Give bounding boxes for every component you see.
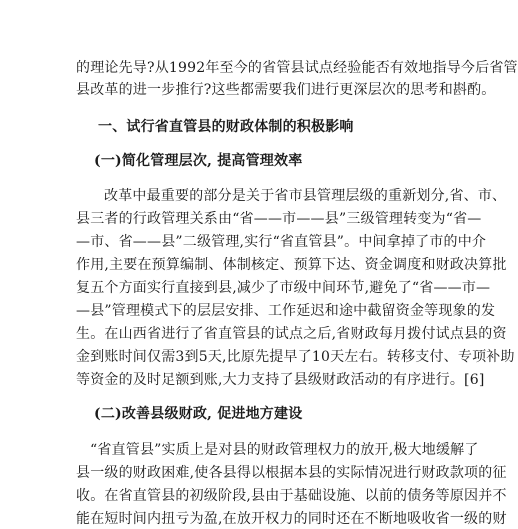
- intro-line-2: 县改革的进一步推行?这些都需要我们进行更深层次的思考和斟酌。: [76, 82, 496, 98]
- paragraph-1-line-4: 作用,主要在预算编制、体制核定、预算下达、资金调度和财政决算批: [76, 257, 507, 273]
- subsection-2-heading: (二)改善县级财政, 促进地方建设: [94, 406, 303, 422]
- paragraph-2-line-4: 能在短时间内扭亏为盈,在放开权力的同时还在不断地吸收省一级的财: [76, 511, 507, 527]
- paragraph-1-line-7: 生。在山西省进行了省直管县的试点之后,省财政每月拨付试点县的资: [76, 326, 507, 342]
- subsection-1-heading: (一)简化管理层次, 提高管理效率: [94, 153, 303, 169]
- section-heading: 一、试行省直管县的财政体制的积极影响: [98, 119, 354, 135]
- paragraph-2-line-2: 县一级的财政困难,使各县得以根据本县的实际情况进行财政款项的征: [76, 465, 507, 481]
- intro-line-1: 的理论先导?从1992年至今的省管县试点经验能否有效地指导今后省管: [76, 60, 518, 76]
- paragraph-2-line-1: “省直管县”实质上是对县的财政管理权力的放开,极大地缓解了: [90, 442, 479, 458]
- paragraph-2-line-3: 收。在省直管县的初级阶段,县由于基础设施、以前的债务等原因并不: [76, 488, 507, 504]
- paragraph-1-line-8: 金到账时间仅需3到5天,比原先提早了10天左右。转移支付、专项补助: [76, 349, 515, 365]
- paragraph-1-line-5: 复五个方面实行直接到县,减少了市级中间环节,避免了“省——市—: [76, 280, 491, 296]
- paragraph-1-line-3: —市、省——县”二级管理,实行“省直管县”。中间拿掉了市的中介: [76, 234, 487, 250]
- paragraph-1-line-2: 县三者的行政管理关系由“省——市——县”三级管理转变为“省—: [76, 211, 482, 227]
- paragraph-1-line-9: 等资金的及时足额到账,大力支持了县级财政活动的有序进行。[6]: [76, 372, 485, 388]
- paragraph-1-line-1: 改革中最重要的部分是关于省市县管理层级的重新划分,省、市、: [104, 188, 507, 204]
- paragraph-1-line-6: —县”管理模式下的层层安排、工作延迟和途中截留资金等现象的发: [76, 303, 496, 319]
